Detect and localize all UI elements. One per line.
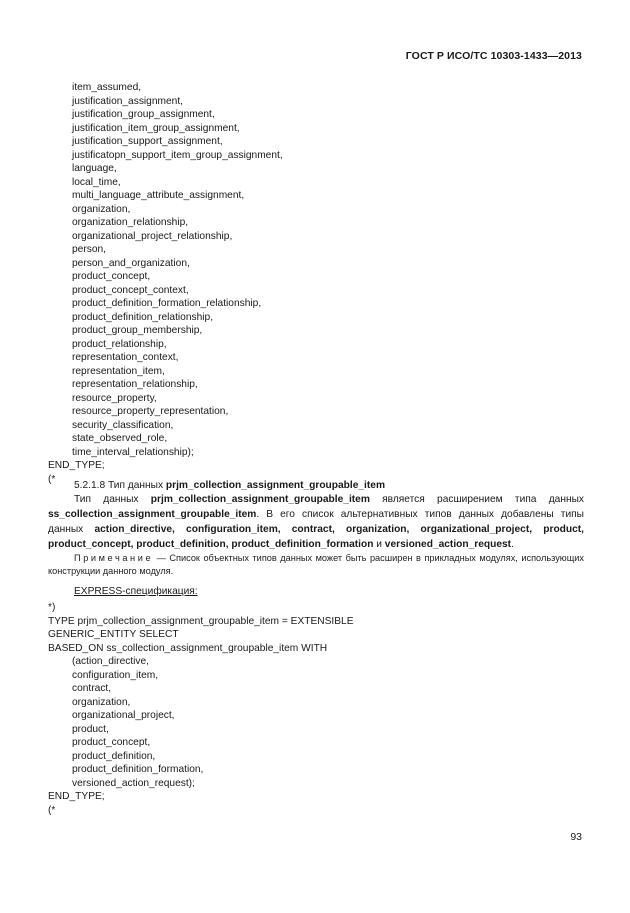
express-spec-label: EXPRESS-спецификация: <box>74 586 198 597</box>
list-item: resource_property_representation, <box>72 406 229 417</box>
para-text-3: . В его список альтернативных типов данных добавлены типы данных <box>48 509 584 535</box>
para-text-2: является расширением типа данных <box>369 494 585 505</box>
list-item: resource_property, <box>72 392 157 404</box>
list-item: multi_language_attribute_assignment, <box>72 190 245 201</box>
code-line: *) <box>48 602 56 613</box>
list-item: product_definition_relationship, <box>72 311 214 323</box>
list-item: justification_item_group_assignment, <box>72 122 240 134</box>
list-item: organization, <box>72 696 131 708</box>
list-item: product_definition_formation_relationship, <box>72 298 262 309</box>
list-item: person_and_organization, <box>72 257 190 269</box>
list-item: product_concept_context, <box>72 284 189 296</box>
code-line: GENERIC_ENTITY SELECT <box>48 629 179 640</box>
comment-open-2: (* <box>48 804 56 816</box>
section-number: 5.2.1.8 Тип данных <box>74 480 166 491</box>
para-text-5: . <box>511 539 514 550</box>
list-item: person, <box>72 244 106 255</box>
list-item: organizational_project, <box>72 710 175 721</box>
list-item: (action_directive, <box>72 656 150 667</box>
list-item: product_definition, <box>72 750 156 762</box>
list-item: state_observed_role, <box>72 433 168 444</box>
note-text: — Список объектных типов данных может быть расширен в прикладных модулях, использующих конструкции данного модуля. <box>48 553 584 576</box>
list-item: local_time, <box>72 176 121 188</box>
para-types-list: action_directive, configuration_item, contract, organization, organizational_project, product, product_concept, product_definition, product_definition_formation <box>48 524 585 550</box>
para-text-1: Тип данных <box>74 494 151 505</box>
list-item: product_concept, <box>72 271 151 282</box>
list-item: representation_item, <box>72 365 165 377</box>
document-header: ГОСТ Р ИСО/ТС 10303-1433—2013 <box>405 50 582 62</box>
para-text-4: и <box>373 539 385 550</box>
para-base-type: ss_collection_assignment_groupable_item <box>48 509 257 520</box>
code-line: TYPE prjm_collection_assignment_groupable_item = EXTENSIBLE <box>48 615 354 627</box>
list-item: item_assumed, <box>72 82 142 93</box>
end-type-2: END_TYPE; <box>48 791 105 802</box>
list-item: organization, <box>72 203 131 215</box>
note-label: Примечание <box>74 553 154 563</box>
list-item: language, <box>72 163 117 174</box>
section-type-name: prjm_collection_assignment_groupable_item <box>165 480 385 491</box>
section-heading <box>74 479 385 492</box>
list-item: organization_relationship, <box>72 217 189 228</box>
list-item: organizational_project_relationship, <box>72 230 233 242</box>
list-item: product_concept, <box>72 737 151 748</box>
end-type-1: END_TYPE; <box>48 460 105 471</box>
para-last-type: versioned_action_request <box>384 539 512 550</box>
comment-open-1: (* <box>48 473 56 485</box>
note-paragraph <box>48 552 584 578</box>
list-item: justificatopn_support_item_group_assignment, <box>72 149 283 161</box>
list-item: product_relationship, <box>72 338 167 350</box>
list-item: time_interval_relationship); <box>72 446 194 458</box>
description-paragraph <box>48 492 584 552</box>
list-item: versioned_action_request); <box>72 777 195 789</box>
list-item: security_classification, <box>72 419 174 431</box>
list-item: justification_support_assignment, <box>72 136 223 147</box>
list-item: product_definition_formation, <box>72 764 204 775</box>
list-item: justification_group_assignment, <box>72 109 215 120</box>
list-item: product, <box>72 723 109 735</box>
code-line: BASED_ON ss_collection_assignment_groupable_item WITH <box>48 642 328 654</box>
list-item: justification_assignment, <box>72 95 183 107</box>
list-item: contract, <box>72 683 112 694</box>
list-item: configuration_item, <box>72 669 159 681</box>
list-item: representation_context, <box>72 352 179 363</box>
list-item: product_group_membership, <box>72 325 203 336</box>
list-item: representation_relationship, <box>72 379 198 390</box>
para-type-name: prjm_collection_assignment_groupable_item <box>150 494 370 505</box>
page-number: 93 <box>570 831 582 843</box>
